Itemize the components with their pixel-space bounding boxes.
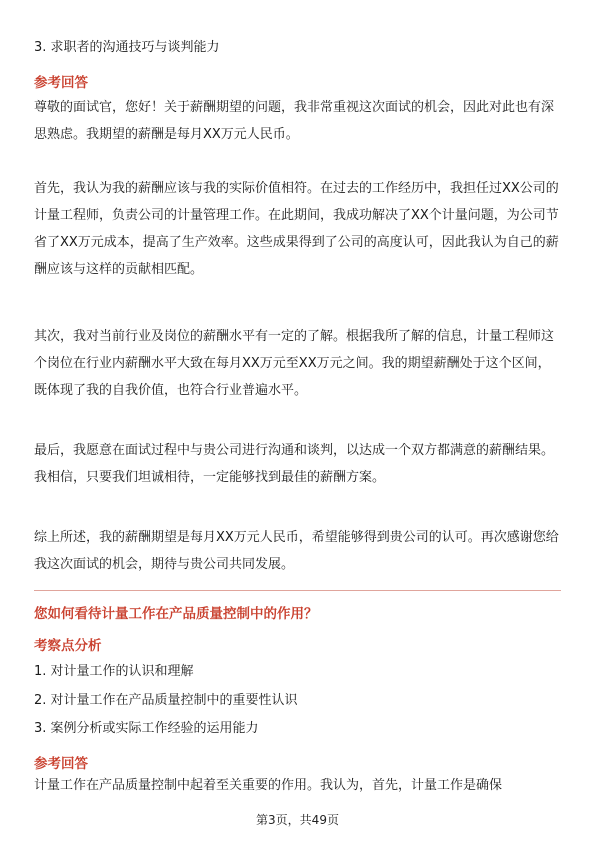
- answer-paragraph: 综上所述，我的薪酬期望是每月XX万元人民币，希望能够得到贵公司的认可。再次感谢您给我这次面试的机会，期待与贵公司共同发展。: [34, 530, 559, 572]
- list-item: 1. 对计量工作的认识和理解: [34, 664, 194, 679]
- list-item: 3. 求职者的沟通技巧与谈判能力: [34, 40, 220, 55]
- answer-paragraph: 首先，我认为我的薪酬应该与我的实际价值相符。在过去的工作经历中，我担任过XX公司的计量工程师，负责公司的计量管理工作。在此期间，我成功解决了XX个计量问题，为公司节省了XX万元成本，提高了生产效率。这些成果得到了公司的高度认可，因此我认为自己的薪酬应该与这样的贡献相匹配。: [34, 181, 559, 277]
- answer-paragraph: 尊敬的面试官，您好！关于薪酬期望的问题，我非常重视这次面试的机会，因此对此也有深思熟虑。我期望的薪酬是每月XX万元人民币。: [34, 100, 555, 142]
- answer-heading: 参考回答: [34, 75, 88, 91]
- list-item: 3. 案例分析或实际工作经验的运用能力: [34, 721, 259, 736]
- answer-paragraph: 计量工作在产品质量控制中起着至关重要的作用。我认为，首先，计量工作是确保: [34, 778, 503, 793]
- section-divider: [34, 590, 561, 591]
- answer-paragraph: 最后，我愿意在面试过程中与贵公司进行沟通和谈判，以达成一个双方都满意的薪酬结果。我相信，只要我们坦诚相待，一定能够找到最佳的薪酬方案。: [34, 443, 555, 485]
- list-item: 2. 对计量工作在产品质量控制中的重要性认识: [34, 693, 298, 708]
- answer-heading: 参考回答: [34, 756, 88, 772]
- answer-paragraph: 其次，我对当前行业及岗位的薪酬水平有一定的了解。根据我所了解的信息，计量工程师这个岗位在行业内薪酬水平大致在每月XX万元至XX万元之间。我的期望薪酬处于这个区间，既体现了我的自我价值，也符合行业普遍水平。: [34, 329, 555, 398]
- analysis-heading: 考察点分析: [34, 638, 102, 654]
- page-footer: 第3页，共49页: [256, 813, 339, 827]
- question-heading: 您如何看待计量工作在产品质量控制中的作用？: [34, 606, 318, 622]
